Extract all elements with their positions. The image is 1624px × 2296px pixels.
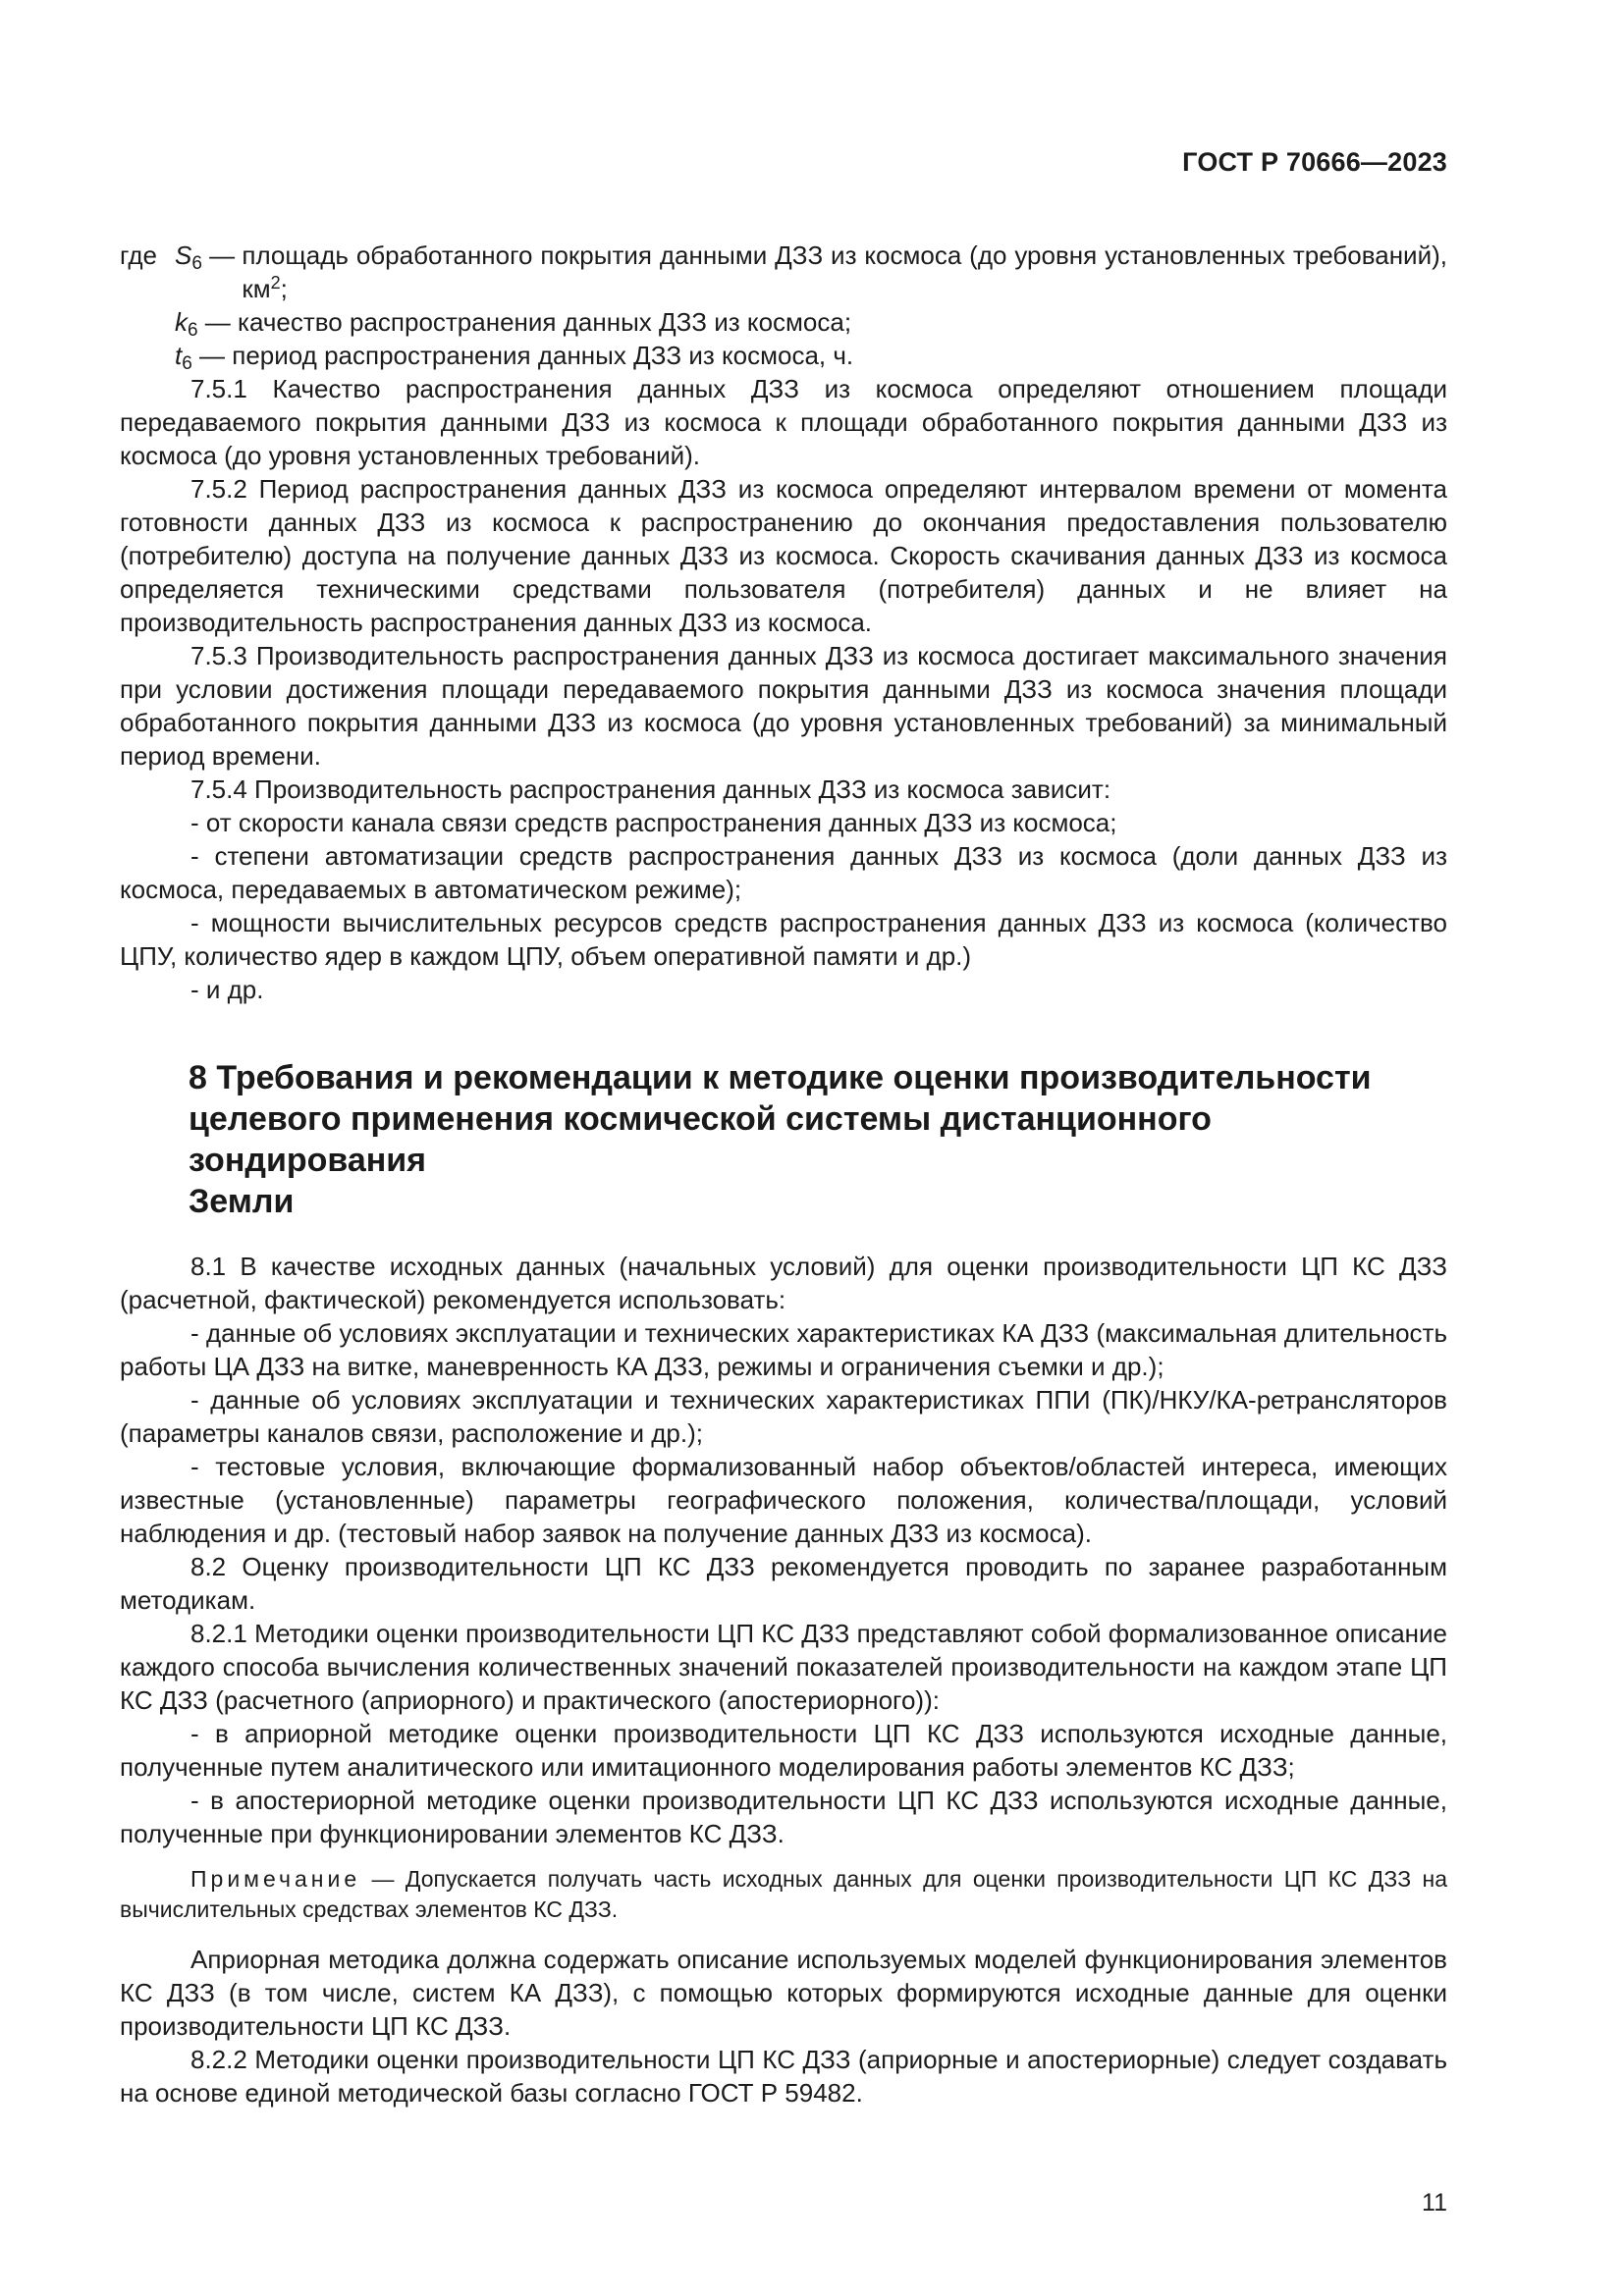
symbol-t6: $t_6$	[175, 341, 192, 374]
list-item: - степени автоматизации средств распространения данных ДЗЗ из космоса (доли данных ДЗЗ из космоса, передаваемых в автоматическом режиме);	[120, 841, 1447, 904]
note-text: — Допускается получать часть исходных данных для оценки производительности ЦП КС ДЗЗ на вычислительных средствах элементов КС ДЗЗ.	[120, 1866, 1447, 1922]
paragraph-8-2: 8.2 Оценку производительности ЦП КС ДЗЗ рекомендуется проводить по заранее разработанным методикам.	[120, 1552, 1447, 1615]
where-label: где	[120, 240, 157, 270]
paragraph-7-5-2: 7.5.2 Период распространения данных ДЗЗ из космоса определяют интервалом времени от момента готовности данных ДЗЗ из космоса к распространению до окончания предоставления пользователю (потребителю) доступа на получение данных ДЗЗ из космоса. Скорость скачивания данных ДЗЗ из космоса определяется техническими средствами пользователя (потребителя) данных и не влияет на производительность распространения данных ДЗЗ из космоса.	[120, 474, 1447, 637]
def-dash: —	[197, 307, 239, 337]
paragraph-7-5-1: 7.5.1 Качество распространения данных ДЗЗ из космоса определяют отношением площади передаваемого покрытия данными ДЗЗ из космоса к площади обработанного покрытия данными ДЗЗ из космоса (до уровня установленных требований).	[120, 374, 1447, 470]
list-item: - и др.	[190, 975, 264, 1004]
list-item: - в апостериорной методике оценки производительности ЦП КС ДЗЗ используются исходные данные, полученные при функционировании элементов КС ДЗЗ.	[120, 1786, 1447, 1848]
list-item: - данные об условиях эксплуатации и технических характеристиках КА ДЗЗ (максимальная длительность работы ЦА ДЗЗ на витке, маневренность КА ДЗЗ, режимы и ограничения съемки и др.);	[120, 1318, 1447, 1381]
definition-t6	[120, 339, 1447, 372]
paragraph-7-5-4: 7.5.4 Производительность распространения данных ДЗЗ из космоса зависит:	[190, 774, 1111, 804]
definition-s6	[120, 239, 1447, 305]
list-item: - в априорной методике оценки производительности ЦП КС ДЗЗ используются исходные данные, полученные путем аналитического или имитационного моделирования работы элементов КС ДЗЗ;	[120, 1719, 1447, 1782]
list-item: - мощности вычислительных ресурсов средств распространения данных ДЗЗ из космоса (количество ЦПУ, количество ядер в каждом ЦПУ, объем оперативной памяти и др.)	[120, 908, 1447, 971]
def-dash: —	[201, 240, 243, 270]
definition-text-s6: площадь обработанного покрытия данными ДЗЗ из космоса (до уровня установленных требований), $км^2$;	[242, 240, 1447, 303]
section-8-heading: 8 Требования и рекомендации к методике оценки производительности целевого применения космической системы дистанционного зондирования Земли	[189, 1059, 1372, 1220]
list-item: - тестовые условия, включающие формализованный набор объектов/областей интереса, имеющих известные (установленные) параметры географического положения, количества/площади, условий наблюдения и др. (тестовый набор заявок на получение данных ДЗЗ из космоса).	[120, 1452, 1447, 1548]
list-item: - от скорости канала связи средств распространения данных ДЗЗ из космоса;	[190, 808, 1117, 837]
definition-text-t6: период распространения данных ДЗЗ из космоса, ч.	[232, 341, 854, 370]
definition-k6	[120, 305, 1447, 339]
note	[120, 1864, 1447, 1925]
paragraph-8-2-1: 8.2.1 Методики оценки производительности ЦП КС ДЗЗ представляют собой формализованное описание каждого способа вычисления количественных значений показателей производительности на каждом этапе ЦП КС ДЗЗ (расчетного (априорного) и практического (апостериорного)):	[120, 1619, 1447, 1715]
paragraph-7-5-3: 7.5.3 Производительность распространения данных ДЗЗ из космоса достигает максимального значения при условии достижения площади передаваемого покрытия данными ДЗЗ из космоса значения площади обработанного покрытия данными ДЗЗ из космоса (до уровня установленных требований) за минимальный период времени.	[120, 641, 1447, 771]
definition-text-k6: качество распространения данных ДЗЗ из космоса;	[238, 307, 852, 337]
symbol-s6: $S_6$	[175, 240, 202, 274]
document-body	[120, 239, 1447, 2109]
list-item: - данные об условиях эксплуатации и технических характеристиках ППИ (ПК)/НКУ/КА-ретрансляторов (параметры каналов связи, расположение и др.);	[120, 1385, 1447, 1448]
def-dash: —	[191, 341, 233, 370]
doc-header: ГОСТ Р 70666—2023	[1182, 147, 1447, 177]
paragraph-8-1: 8.1 В качестве исходных данных (начальных условий) для оценки производительности ЦП КС ДЗЗ (расчетной, фактической) рекомендуется использовать:	[120, 1252, 1447, 1314]
symbol-k6: $k_6$	[175, 307, 198, 341]
paragraph-apriori: Априорная методика должна содержать описание используемых моделей функционирования элементов КС ДЗЗ (в том числе, систем КА ДЗЗ), с помощью которых формируются исходные данные для оценки производительности ЦП КС ДЗЗ.	[120, 1945, 1447, 2041]
note-label: Примечание	[190, 1866, 361, 1892]
paragraph-8-2-2: 8.2.2 Методики оценки производительности ЦП КС ДЗЗ (априорные и апостериорные) следует создавать на основе единой методической базы согласно ГОСТ Р 59482.	[120, 2045, 1447, 2108]
page-number: 11	[1422, 2189, 1447, 2216]
